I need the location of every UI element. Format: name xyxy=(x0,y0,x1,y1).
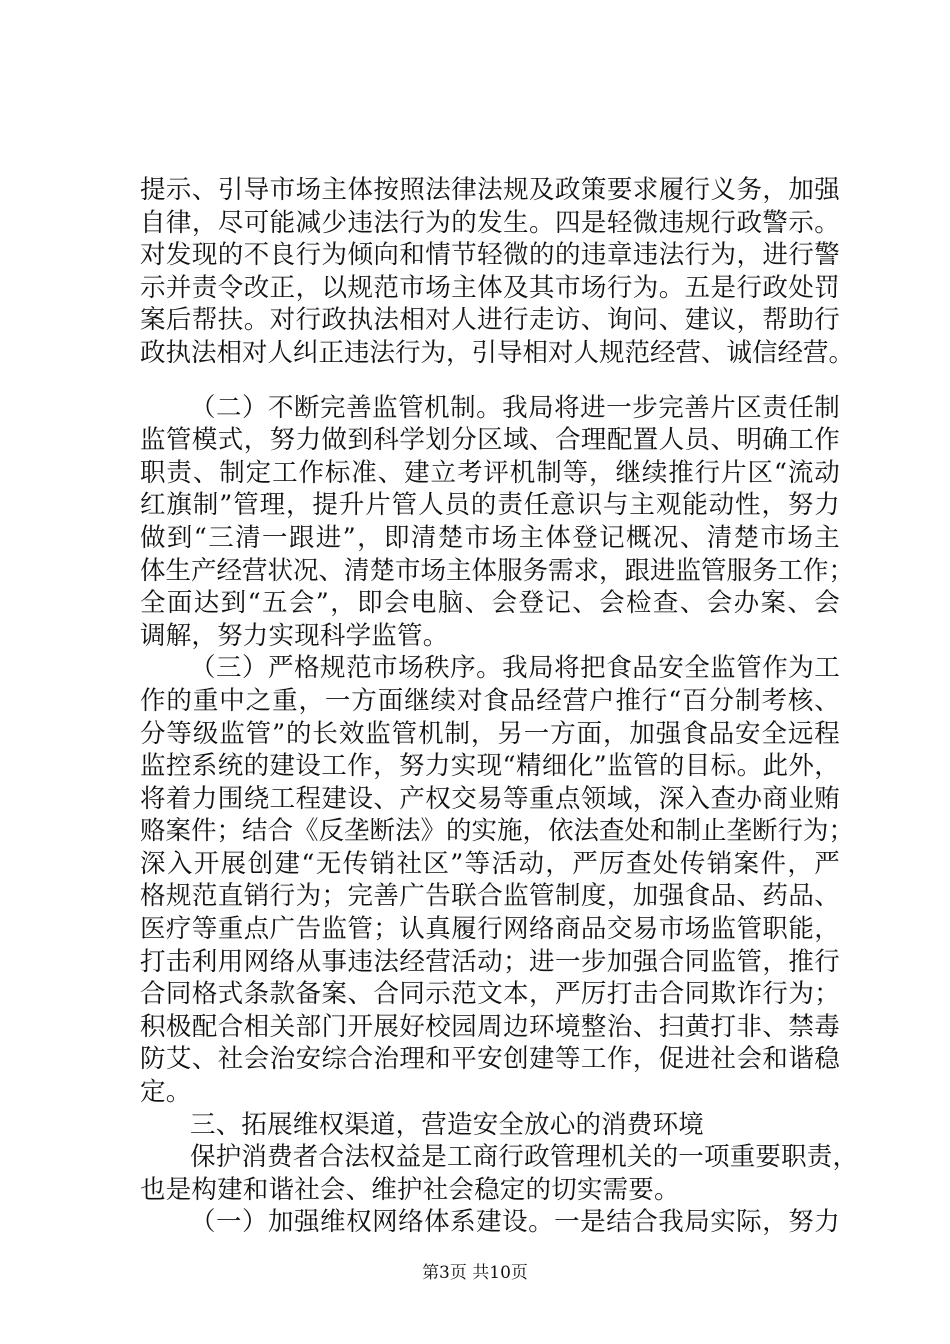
text-line: 提示、引导市场主体按照法律法规及政策要求履行义务，加强 xyxy=(140,175,840,205)
text-line: 积极配合相关部门开展好校园周边环境整治、扫黄打非、禁毒 xyxy=(140,1011,840,1042)
text-line: 监管模式，努力做到科学划分区域、合理配置人员、明确工作 xyxy=(140,425,840,456)
page-number-footer: 第3页 共10页 xyxy=(422,1263,528,1283)
text-line: 将着力围绕工程建设、产权交易等重点领域，深入查办商业贿 xyxy=(140,783,840,814)
paragraph-gap xyxy=(140,370,840,392)
section-heading: 三、拓展维权渠道，营造安全放心的消费环境 xyxy=(190,1109,705,1140)
text-line: 定。 xyxy=(140,1077,192,1108)
text-line: 合同格式条款备案、合同示范文本，严厉打击合同欺诈行为； xyxy=(140,979,840,1010)
text-line: 防艾、社会治安综合治理和平安创建等工作，促进社会和谐稳 xyxy=(140,1044,840,1075)
text-line: 监控系统的建设工作，努力实现“精细化”监管的目标。此外， xyxy=(140,751,840,782)
text-line: 打击利用网络从事违法经营活动；进一步加强合同监管，推行 xyxy=(140,946,840,977)
text-line: 赂案件；结合《反垄断法》的实施，依法查处和制止垄断行为； xyxy=(140,816,855,847)
text-line: （二）不断完善监管机制。我局将进一步完善片区责任制 xyxy=(190,392,840,423)
text-line: 医疗等重点广告监管；认真履行网络商品交易市场监管职能， xyxy=(140,914,840,945)
body-text xyxy=(140,174,859,1239)
text-line: 体生产经营状况、清楚市场主体服务需求，跟进监管服务工作； xyxy=(140,555,855,586)
text-line: 红旗制”管理，提升片管人员的责任意识与主观能动性，努力 xyxy=(140,490,840,521)
text-line: 作的重中之重，一方面继续对食品经营户推行“百分制考核、 xyxy=(140,685,840,716)
text-line: 保护消费者合法权益是工商行政管理机关的一项重要职责， xyxy=(190,1142,859,1173)
text-line: 也是构建和谐社会、维护社会稳定的切实需要。 xyxy=(140,1174,680,1205)
text-line: 职责、制定工作标准、建立考评机制等，继续推行片区“流动 xyxy=(140,457,840,488)
text-line: 示并责令改正，以规范市场主体及其市场行为。五是行政处罚 xyxy=(140,272,840,303)
text-line: 政执法相对人纠正违法行为，引导相对人规范经营、诚信经营。 xyxy=(140,337,855,368)
text-line: 调解，努力实现科学监管。 xyxy=(140,620,449,651)
text-line: 格规范直销行为；完善广告联合监管制度，加强食品、药品、 xyxy=(140,881,840,912)
text-line: 分等级监管”的长效监管机制，另一方面，加强食品安全远程 xyxy=(140,718,840,749)
text-line: 自律，尽可能减少违法行为的发生。四是轻微违规行政警示。 xyxy=(140,207,840,238)
text-line: 做到“三清一跟进”，即清楚市场主体登记概况、清楚市场主 xyxy=(140,522,840,553)
text-line: 深入开展创建“无传销社区”等活动，严厉查处传销案件，严 xyxy=(140,848,840,879)
text-line: 全面达到“五会”，即会电脑、会登记、会检查、会办案、会 xyxy=(140,588,840,619)
text-line: 对发现的不良行为倾向和情节轻微的的违章违法行为，进行警 xyxy=(140,240,840,271)
text-line: （一）加强维权网络体系建设。一是结合我局实际，努力 xyxy=(190,1207,840,1238)
text-line: 案后帮扶。对行政执法相对人进行走访、询问、建议，帮助行 xyxy=(140,305,840,336)
text-line: （三）严格规范市场秩序。我局将把食品安全监管作为工 xyxy=(190,653,840,684)
